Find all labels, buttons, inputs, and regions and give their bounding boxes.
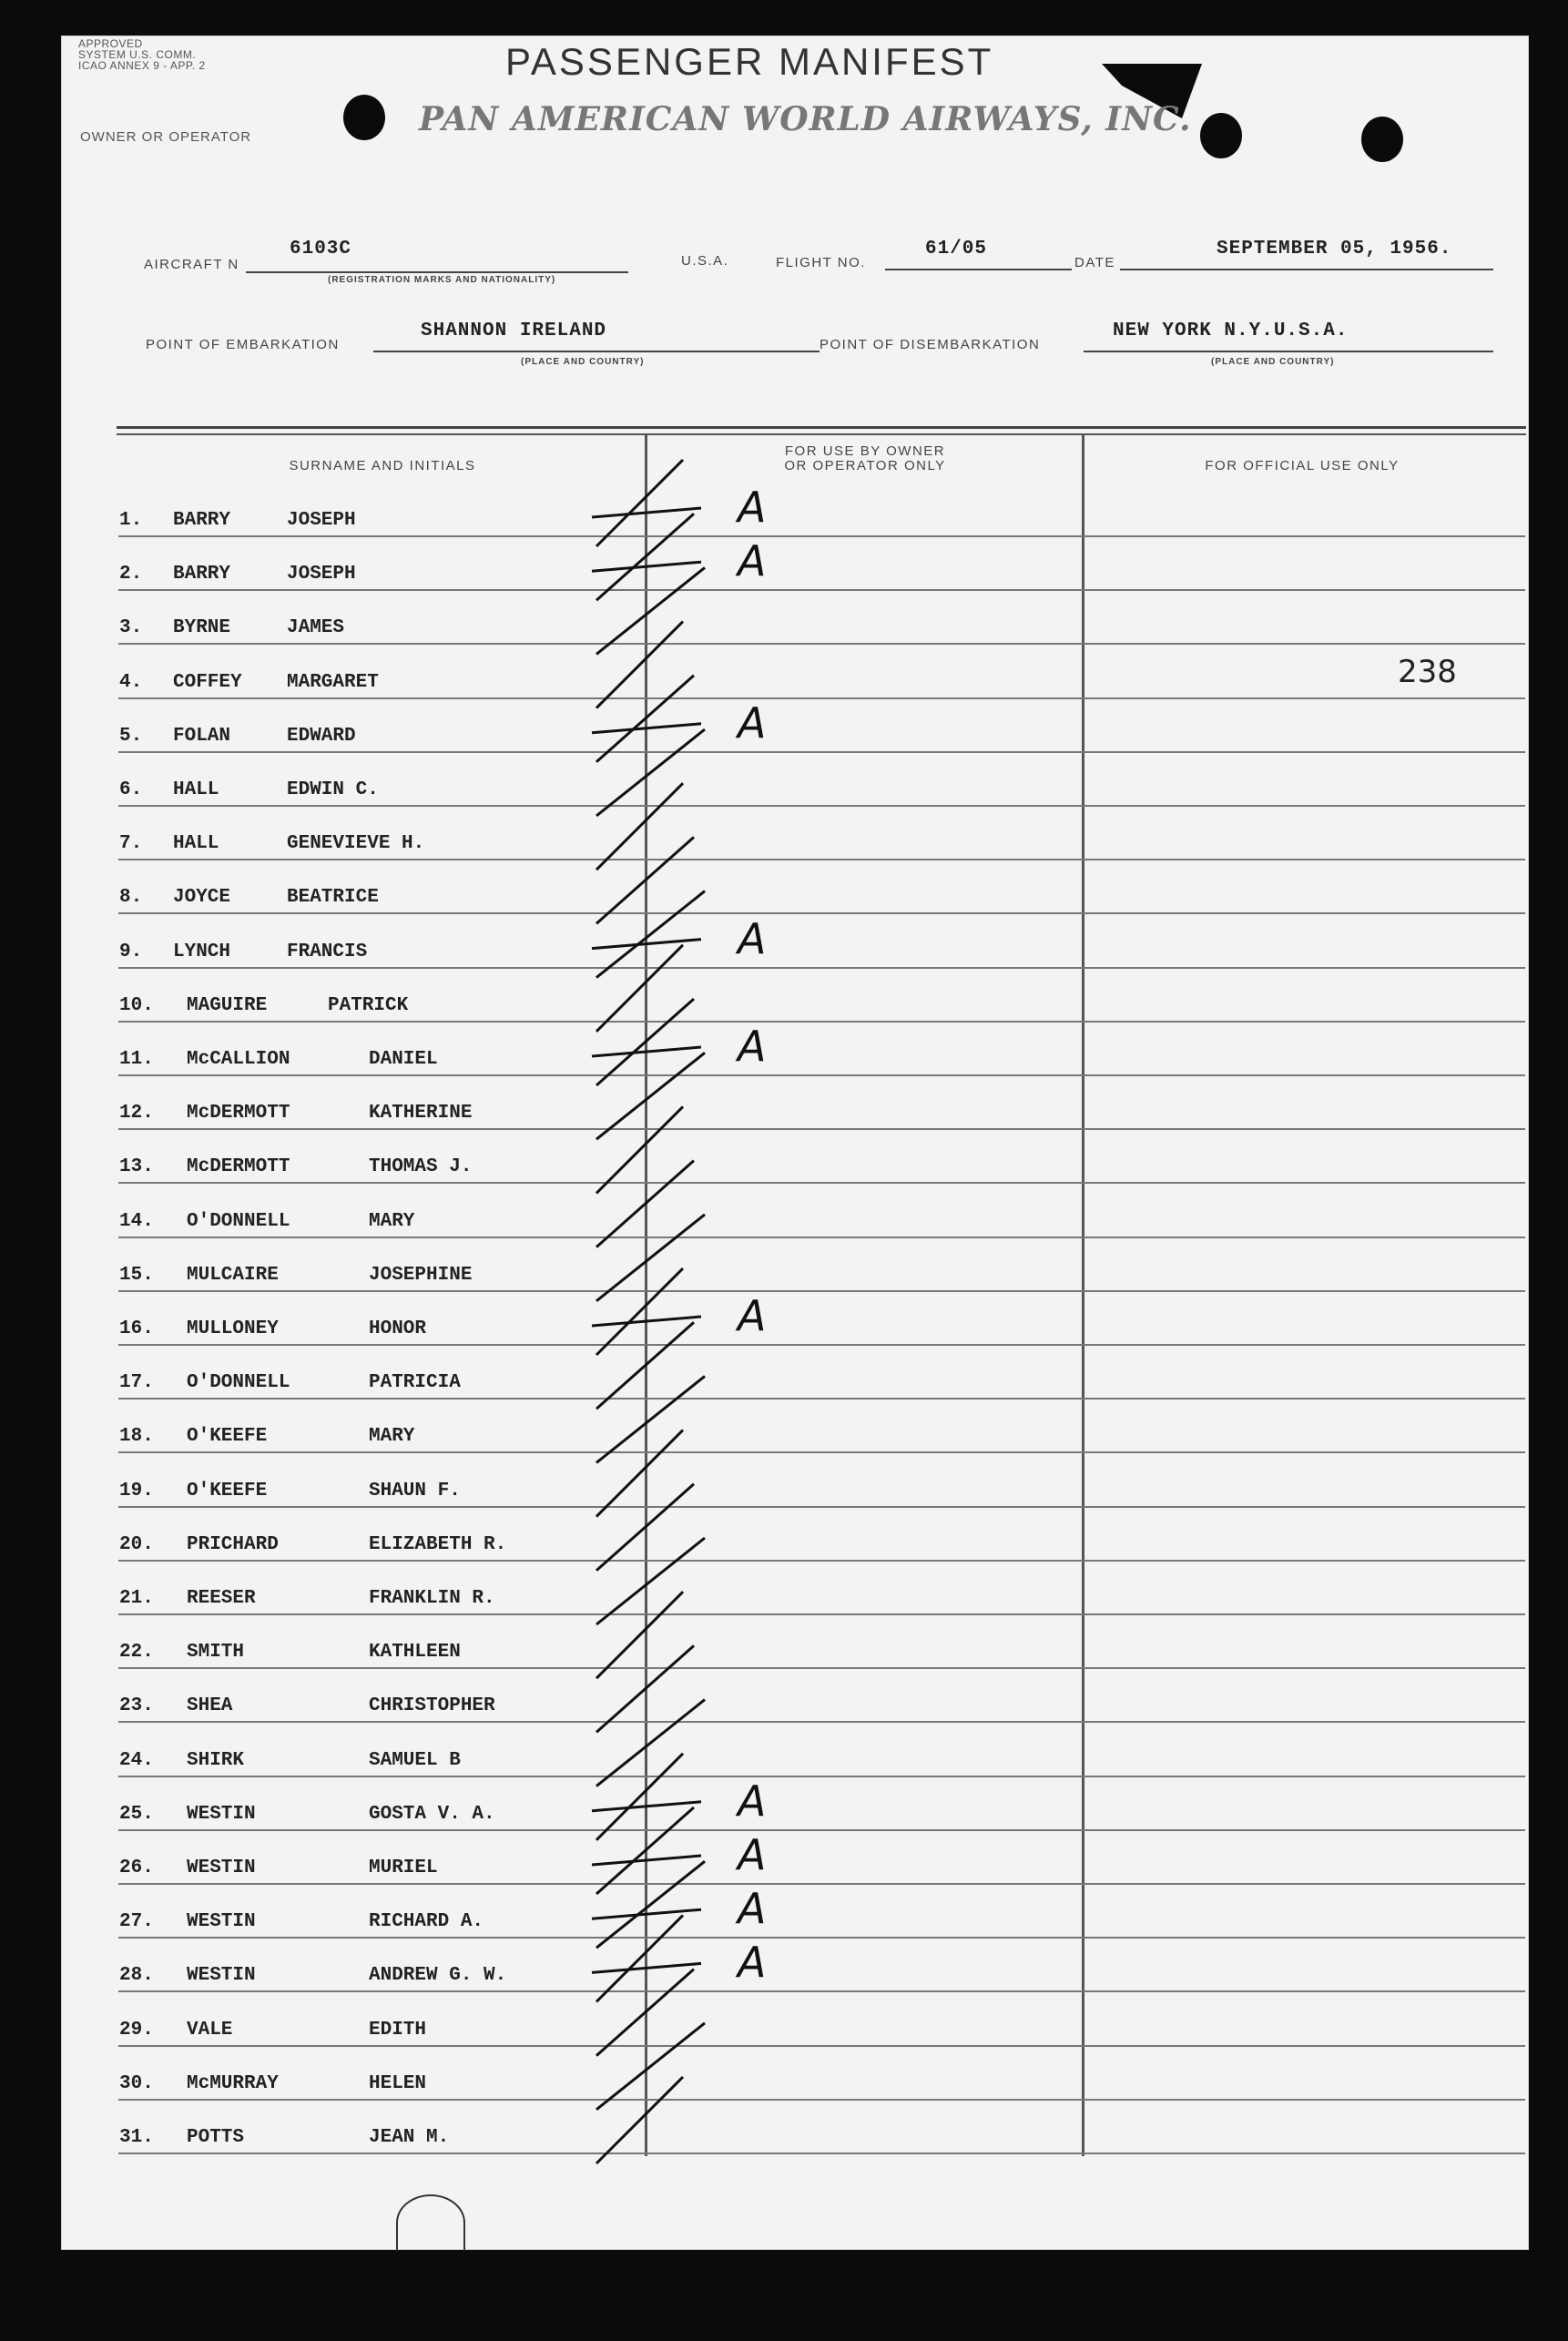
passenger-surname: O'DONNELL xyxy=(187,1372,290,1394)
passenger-surname: O'KEEFE xyxy=(187,1480,268,1501)
row-rule xyxy=(118,1344,1525,1346)
passenger-surname: JOYCE xyxy=(173,887,231,909)
punch-hole-left xyxy=(343,95,385,140)
passenger-number: 12. xyxy=(119,1103,154,1125)
handwritten-a-mark: A xyxy=(738,1830,767,1879)
disembarkation-label: POINT OF DISEMBARKATION xyxy=(820,337,1041,352)
passenger-given-names: HONOR xyxy=(369,1318,427,1339)
date-underline xyxy=(1120,269,1493,270)
passenger-number: 15. xyxy=(119,1264,154,1286)
handwritten-a-mark: A xyxy=(738,1022,767,1071)
passenger-surname: McDERMOTT xyxy=(187,1103,290,1125)
passenger-given-names: MARGARET xyxy=(287,671,379,693)
row-rule xyxy=(118,1990,1525,1992)
usa-label: U.S.A. xyxy=(681,253,729,269)
passenger-surname: O'KEEFE xyxy=(187,1426,268,1448)
passenger-given-names: EDITH xyxy=(369,2019,427,2041)
owner-column-header xyxy=(692,444,1038,473)
flight-value: 61/05 xyxy=(925,239,988,260)
passenger-number: 13. xyxy=(119,1156,154,1178)
passenger-given-names: JEAN M. xyxy=(369,2127,450,2148)
passenger-given-names: CHRISTOPHER xyxy=(369,1695,495,1717)
passenger-number: 19. xyxy=(119,1480,154,1501)
official-note: 238 xyxy=(1398,654,1457,690)
manifest-sheet xyxy=(62,36,1528,2249)
row-rule xyxy=(118,1560,1525,1562)
passenger-surname: BYRNE xyxy=(173,617,231,639)
row-rule xyxy=(118,805,1525,807)
passenger-surname: MAGUIRE xyxy=(187,994,268,1016)
approval-line: ICAO ANNEX 9 - APP. 2 xyxy=(78,59,206,72)
passenger-number: 1. xyxy=(119,510,143,531)
passenger-number: 23. xyxy=(119,1695,154,1717)
passenger-number: 26. xyxy=(119,1858,154,1878)
passenger-surname: REESER xyxy=(187,1588,256,1609)
embarkation-label: POINT OF EMBARKATION xyxy=(146,337,340,352)
passenger-number: 25. xyxy=(119,1803,154,1825)
passenger-given-names: ANDREW G. W. xyxy=(369,1965,507,1987)
embarkation-value: SHANNON IRELAND xyxy=(421,321,607,341)
passenger-surname: BARRY xyxy=(173,510,231,531)
passenger-surname: WESTIN xyxy=(187,1858,256,1878)
place-country-note: (PLACE AND COUNTRY) xyxy=(521,357,645,367)
passenger-given-names: MARY xyxy=(369,1426,415,1448)
passenger-number: 8. xyxy=(119,887,143,909)
row-rule xyxy=(118,1883,1525,1885)
passenger-number: 18. xyxy=(119,1426,154,1448)
handwritten-a-mark: A xyxy=(738,1884,767,1934)
passenger-given-names: GENEVIEVE H. xyxy=(287,833,425,855)
row-rule xyxy=(118,1074,1525,1076)
passenger-number: 28. xyxy=(119,1965,154,1987)
flight-underline xyxy=(885,269,1072,270)
passenger-given-names: FRANKLIN R. xyxy=(369,1588,495,1609)
passenger-given-names: JOSEPH xyxy=(287,564,356,585)
passenger-given-names: EDWIN C. xyxy=(287,779,379,800)
handwritten-a-mark: A xyxy=(738,483,767,532)
row-rule xyxy=(118,1937,1525,1939)
approval-line: APPROVED xyxy=(78,37,143,50)
owner-header-line: FOR USE BY OWNER xyxy=(784,443,946,459)
passenger-number: 7. xyxy=(119,833,143,855)
passenger-number: 21. xyxy=(119,1588,154,1609)
passenger-number: 29. xyxy=(119,2019,154,2041)
handwritten-a-mark: A xyxy=(738,1938,767,1988)
flight-label: FLIGHT NO. xyxy=(776,255,866,270)
passenger-number: 24. xyxy=(119,1749,154,1771)
punch-hole-far-right xyxy=(1361,117,1403,162)
row-rule xyxy=(118,1506,1525,1508)
passenger-surname: MULLONEY xyxy=(187,1318,279,1339)
passenger-number: 22. xyxy=(119,1642,154,1664)
row-rule xyxy=(118,751,1525,753)
passenger-surname: WESTIN xyxy=(187,1803,256,1825)
column-divider-1 xyxy=(645,435,647,2156)
row-rule xyxy=(118,589,1525,591)
row-rule xyxy=(118,2153,1525,2154)
handwritten-a-mark: A xyxy=(738,536,767,586)
passenger-given-names: JOSEPH xyxy=(287,510,356,531)
passenger-given-names: SAMUEL B xyxy=(369,1749,461,1771)
passenger-given-names: SHAUN F. xyxy=(369,1480,461,1501)
table-top-rule xyxy=(117,426,1526,429)
owner-operator-label: OWNER OR OPERATOR xyxy=(80,129,252,145)
passenger-given-names: KATHERINE xyxy=(369,1103,473,1125)
passenger-given-names: MARY xyxy=(369,1210,415,1232)
passenger-number: 16. xyxy=(119,1318,154,1339)
passenger-surname: WESTIN xyxy=(187,1911,256,1933)
passenger-number: 27. xyxy=(119,1911,154,1933)
registration-note: (REGISTRATION MARKS AND NATIONALITY) xyxy=(328,275,556,285)
passenger-surname: MULCAIRE xyxy=(187,1264,279,1286)
passenger-surname: POTTS xyxy=(187,2127,245,2148)
passenger-given-names: JAMES xyxy=(287,617,345,639)
names-column-header: SURNAME AND INITIALS xyxy=(289,458,476,473)
passenger-number: 3. xyxy=(119,617,143,639)
passenger-surname: McDERMOTT xyxy=(187,1156,290,1178)
passenger-surname: SHIRK xyxy=(187,1749,245,1771)
passenger-given-names: JOSEPHINE xyxy=(369,1264,473,1286)
passenger-given-names: FRANCIS xyxy=(287,941,368,962)
row-rule xyxy=(118,1667,1525,1669)
passenger-surname: BARRY xyxy=(173,564,231,585)
row-rule xyxy=(118,1829,1525,1831)
approval-block xyxy=(78,38,206,71)
passenger-given-names: BEATRICE xyxy=(287,887,379,909)
row-rule xyxy=(118,2045,1525,2047)
passenger-surname: FOLAN xyxy=(173,725,231,747)
passenger-surname: McMURRAY xyxy=(187,2072,279,2094)
page-title: PASSENGER MANIFEST xyxy=(505,40,994,83)
aircraft-label: AIRCRAFT N xyxy=(144,257,239,272)
passenger-surname: VALE xyxy=(187,2019,233,2041)
passenger-given-names: EDWARD xyxy=(287,725,356,747)
passenger-given-names: THOMAS J. xyxy=(369,1156,473,1178)
passenger-surname: O'DONNELL xyxy=(187,1210,290,1232)
row-rule xyxy=(118,967,1525,969)
disembarkation-value: NEW YORK N.Y.U.S.A. xyxy=(1113,321,1349,341)
passenger-surname: COFFEY xyxy=(173,671,242,693)
passenger-given-names: PATRICK xyxy=(328,994,409,1016)
handwritten-a-mark: A xyxy=(738,913,767,963)
passenger-given-names: ELIZABETH R. xyxy=(369,1533,507,1555)
disembarkation-underline xyxy=(1084,351,1493,352)
owner-header-line: OR OPERATOR ONLY xyxy=(784,458,946,473)
passenger-surname: HALL xyxy=(173,779,219,800)
passenger-number: 30. xyxy=(119,2072,154,2094)
passenger-number: 2. xyxy=(119,564,143,585)
passenger-given-names: RICHARD A. xyxy=(369,1911,484,1933)
passenger-given-names: HELEN xyxy=(369,2072,427,2094)
passenger-given-names: PATRICIA xyxy=(369,1372,461,1394)
passenger-number: 5. xyxy=(119,725,143,747)
row-rule xyxy=(118,2099,1525,2101)
row-rule xyxy=(118,1182,1525,1184)
passenger-number: 20. xyxy=(119,1533,154,1555)
passenger-surname: HALL xyxy=(173,833,219,855)
row-rule xyxy=(118,1398,1525,1400)
aircraft-underline xyxy=(246,271,628,273)
aircraft-value: 6103C xyxy=(290,239,352,260)
row-rule xyxy=(118,1776,1525,1777)
row-rule xyxy=(118,535,1525,537)
passenger-number: 6. xyxy=(119,779,143,800)
row-rule xyxy=(118,1721,1525,1723)
table-top-rule-2 xyxy=(117,433,1526,435)
passenger-number: 10. xyxy=(119,994,154,1016)
stamp-mark xyxy=(396,2194,465,2251)
punch-hole-right xyxy=(1200,113,1242,158)
airline-name: PAN AMERICAN WORLD AIRWAYS, INC. xyxy=(419,100,1192,138)
column-divider-2 xyxy=(1082,435,1084,2156)
passenger-given-names: KATHLEEN xyxy=(369,1642,461,1664)
row-rule xyxy=(118,643,1525,645)
row-rule xyxy=(118,1613,1525,1615)
row-rule xyxy=(118,1451,1525,1453)
handwritten-a-mark: A xyxy=(738,1776,767,1826)
row-rule xyxy=(118,912,1525,914)
passenger-number: 9. xyxy=(119,941,143,962)
passenger-given-names: DANIEL xyxy=(369,1049,438,1070)
passenger-surname: LYNCH xyxy=(173,941,231,962)
passenger-surname: SMITH xyxy=(187,1642,245,1664)
row-rule xyxy=(118,697,1525,699)
passenger-given-names: GOSTA V. A. xyxy=(369,1803,495,1825)
passenger-surname: SHEA xyxy=(187,1695,233,1717)
passenger-number: 14. xyxy=(119,1210,154,1232)
approval-line: SYSTEM U.S. COMM. xyxy=(78,48,197,61)
embarkation-underline xyxy=(373,351,820,352)
passenger-number: 11. xyxy=(119,1049,154,1070)
row-rule xyxy=(118,859,1525,860)
row-rule xyxy=(118,1290,1525,1292)
passenger-number: 4. xyxy=(119,671,143,693)
row-rule xyxy=(118,1128,1525,1130)
passenger-number: 17. xyxy=(119,1372,154,1394)
passenger-number: 31. xyxy=(119,2127,154,2148)
passenger-surname: PRICHARD xyxy=(187,1533,279,1555)
passenger-surname: McCALLION xyxy=(187,1049,290,1070)
passenger-given-names: MURIEL xyxy=(369,1858,438,1878)
passenger-surname: WESTIN xyxy=(187,1965,256,1987)
date-label: DATE xyxy=(1074,255,1115,270)
row-rule xyxy=(118,1237,1525,1238)
handwritten-a-mark: A xyxy=(738,697,767,748)
row-rule xyxy=(118,1021,1525,1023)
official-column-header: FOR OFFICIAL USE ONLY xyxy=(1205,458,1400,473)
handwritten-a-mark: A xyxy=(738,1291,767,1340)
place-country-note: (PLACE AND COUNTRY) xyxy=(1211,357,1335,367)
date-value: SEPTEMBER 05, 1956. xyxy=(1217,239,1452,260)
